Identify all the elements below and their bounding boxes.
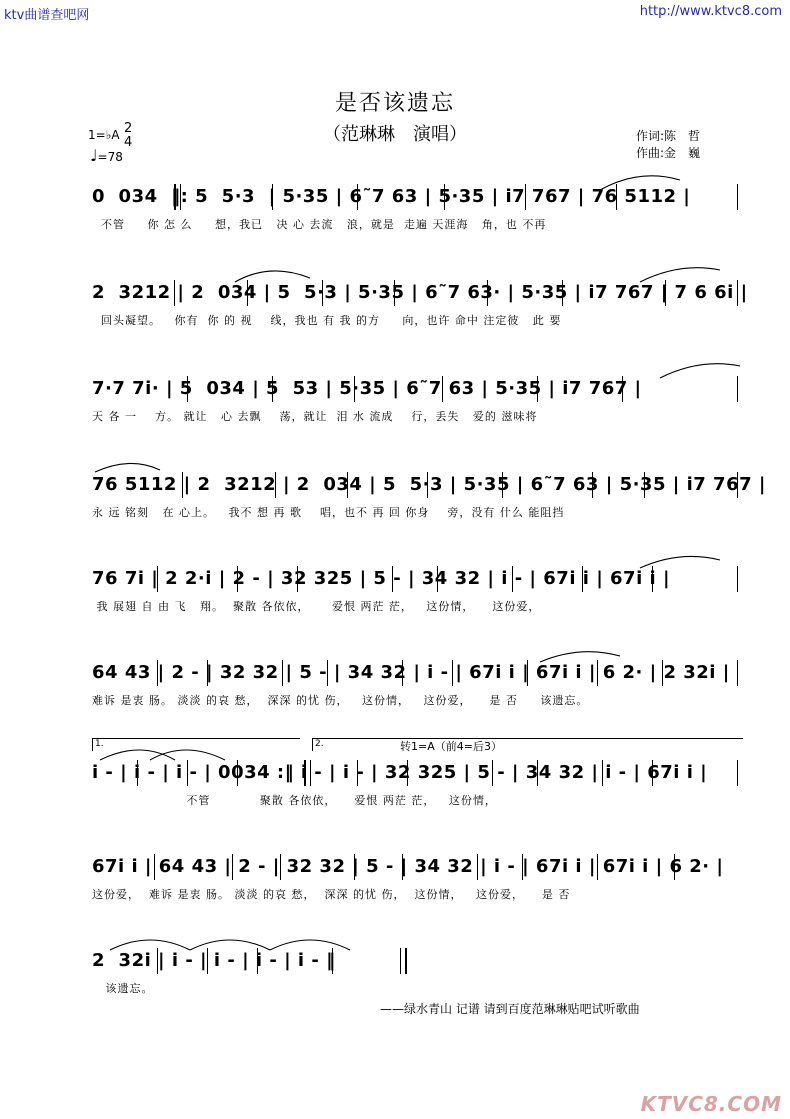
notation-line: 2 3212 | 2 034 | 5 5·3 | 5·35 | 6˜7 63· | 5·35 | i7 767 | 7 6 6i |	[92, 282, 748, 303]
credits	[636, 128, 700, 162]
tempo-value: =78	[97, 150, 123, 164]
barline	[737, 660, 738, 686]
score-row-3	[92, 370, 742, 442]
notation-line: 76 7i | 2 2·i | 2 - | 32 325 | 5 - | 34 32 | i - | 67i i | 67i i |	[92, 568, 671, 589]
lyric-line: 我 展翅 自 由 飞 翔。 聚散 各依依， 爱恨 两茫 茫， 这份情， 这份爱，	[92, 600, 541, 613]
lyric-line: 不管 你 怎 么 想，我已 决 心 去流 浪，就是 走遍 天涯海 角，也 不再	[92, 218, 547, 231]
notation-line: i - | i - | i - | 0034 :‖ i - | i - | 32 325 | 5 - | 34 32 | i - | 67i i |	[92, 762, 708, 783]
lyric-line: 天 各 一 方。 就让 心 去飘 荡，就让 泪 水 流成 行，丢失 爱的 滋味将	[92, 410, 538, 423]
score-row-4	[92, 466, 766, 538]
notation-line: 7·7 7i· | 5 034 | 5 53 | 5·35 | 6˜7 63 | 5·35 | i7 767 |	[92, 378, 642, 399]
first-ending-bracket	[92, 738, 300, 751]
notation-line: 0 034 ‖: 5 5·3 | 5·35 | 6˜7 63 | 5·35 | i7 767 | 76 5112 |	[92, 186, 691, 207]
modulation-marking: 转1=A（前4=后3）	[400, 740, 502, 753]
site-watermark-url: http://www.ktvc8.com	[639, 4, 782, 19]
final-barline	[400, 948, 407, 974]
time-signature	[124, 122, 132, 150]
score-row-2	[92, 274, 748, 346]
site-logo: KTVC8.COM	[640, 1092, 782, 1116]
site-watermark-left: ktv曲谱查吧网	[4, 8, 90, 23]
barline	[737, 184, 738, 210]
time-signature-bottom: 4	[124, 135, 133, 150]
notation-line: 67i i | 64 43 | 2 - | 32 32 | 5 - | 34 32 | i - | 67i i | 67i i | 6 2· |	[92, 856, 724, 877]
time-signature-top: 2	[124, 121, 133, 136]
notation-line: 76 5112 | 2 3212 | 2 034 | 5 5·3 | 5·35 | 6˜7 63 | 5·35 | i7 767 |	[92, 474, 766, 495]
notation-line: 2 32i | i - | i - | i - | i - ‖	[92, 950, 336, 971]
lyric-line: 该遗忘。	[92, 982, 154, 995]
lyric-line: 永 远 铭刻 在 心上。 我不 想 再 歌 唱，也不 再 回 你身 旁，没有 什么 能阻挡	[92, 506, 565, 519]
lyric-line: 不管 聚散 各依依， 爱恨 两茫 茫， 这份情，	[92, 794, 497, 807]
score-row-8	[92, 848, 742, 920]
song-subtitle: （范琳琳 演唱）	[323, 124, 467, 145]
second-ending-label: 2.	[315, 739, 324, 749]
lyric-line: 回头凝望。 你有 你 的 视 线，我也 有 我 的方 向，也许 命中 注定彼 此 要	[92, 314, 562, 327]
quarter-note-icon: ♩	[90, 146, 98, 165]
lyric-line: 难诉 是衷 肠。 淡淡 的哀 愁， 深深 的忧 伤， 这份情， 这份爱， 是 否 该遗忘。	[92, 694, 589, 707]
notation-line: 64 43 | 2 - | 32 32 | 5 - | 34 32 | i - | 67i i | 67i i | 6 2· | 2 32i |	[92, 662, 730, 683]
score-row-7	[92, 754, 742, 826]
tempo-marking	[90, 146, 123, 165]
score-row-6	[92, 654, 742, 726]
first-ending-label: 1.	[95, 739, 104, 749]
composer-credit: 作曲:金 巍	[636, 146, 701, 160]
second-ending-bracket	[312, 738, 743, 751]
score-row-1	[92, 178, 742, 250]
barline	[737, 566, 738, 592]
barline	[737, 376, 738, 402]
key-signature: 1=♭A	[88, 128, 120, 142]
score-row-5	[92, 560, 742, 632]
song-title: 是否该遗忘	[334, 91, 455, 116]
barline	[737, 760, 738, 786]
transcriber-footer: ——绿水青山 记谱 请到百度范琳琳贴吧试听歌曲	[380, 1002, 640, 1016]
lyric-line: 这份爱， 难诉 是衷 肠。 淡淡 的哀 愁， 深深 的忧 伤， 这份情， 这份爱， 是 否	[92, 888, 571, 901]
lyricist-credit: 作词:陈 哲	[636, 129, 701, 143]
